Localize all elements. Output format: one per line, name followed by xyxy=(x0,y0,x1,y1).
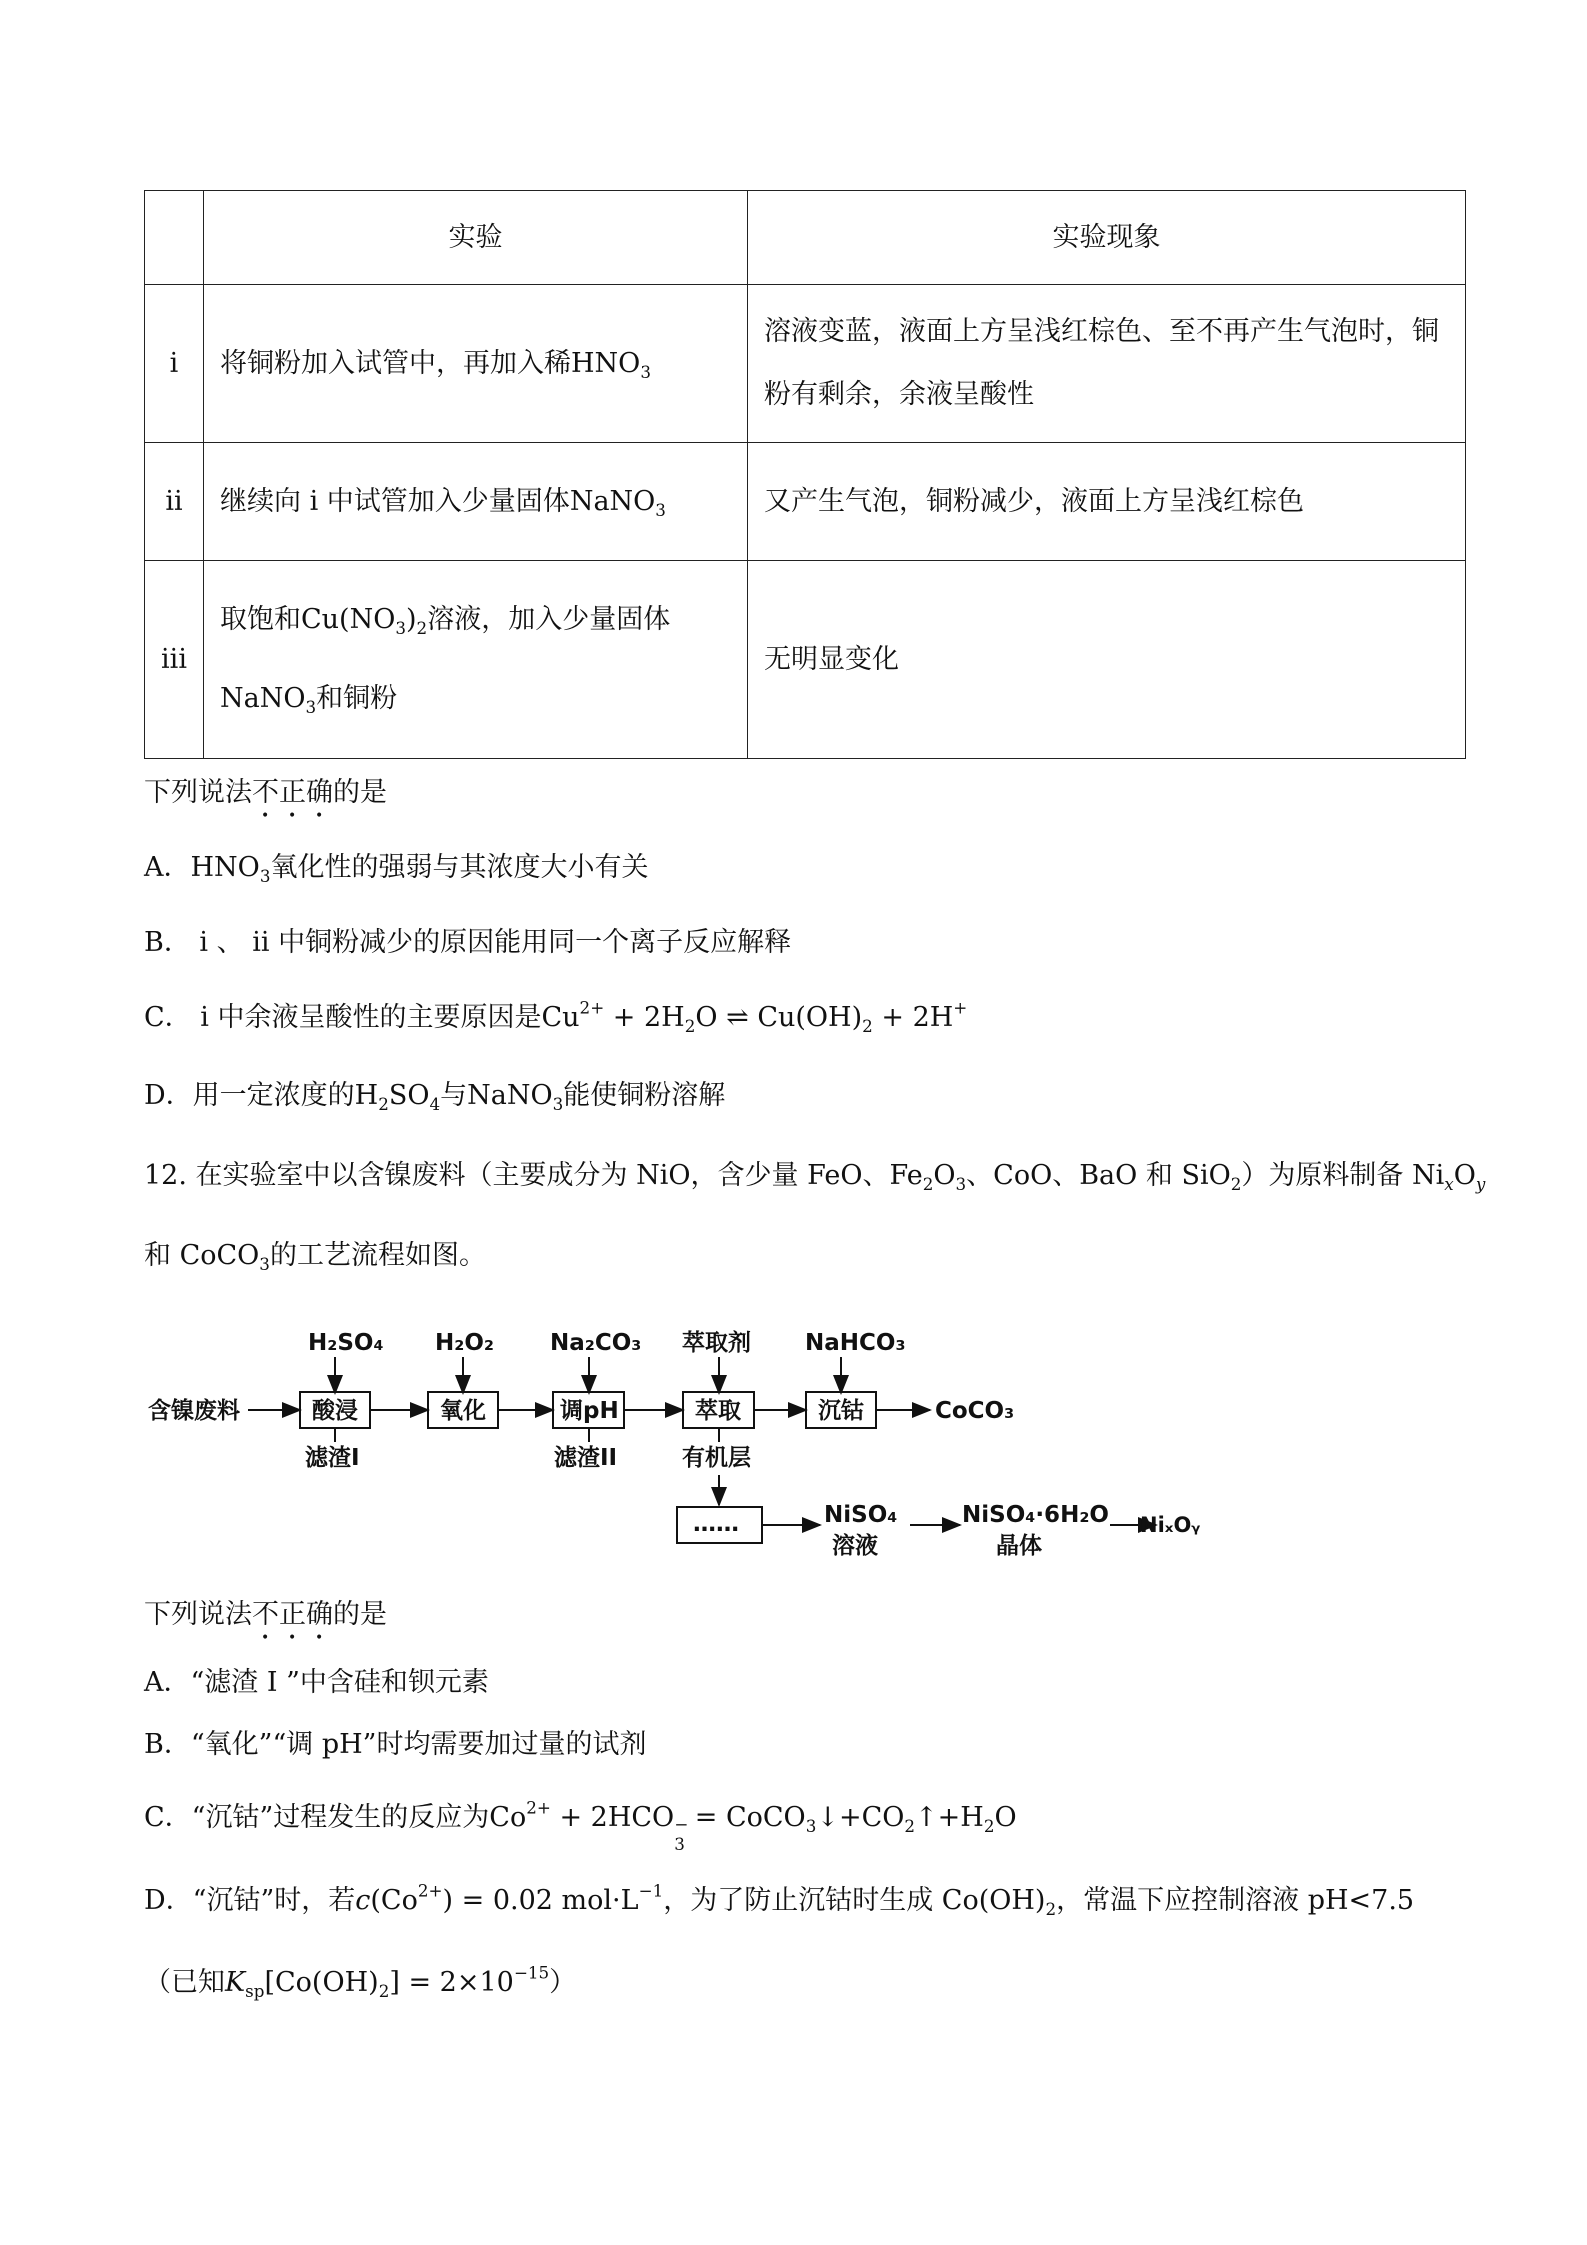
experiment-table xyxy=(144,190,1466,759)
q11-stem: 下列说法不正确的是 xyxy=(144,777,387,808)
crystal-state: 晶体 xyxy=(996,1533,1042,1559)
reagent-label: NaHCO₃ xyxy=(805,1330,906,1356)
step-label: 沉钴 xyxy=(818,1398,864,1424)
header-phenomenon: 实验现象 xyxy=(748,191,1466,285)
q12-stem: 下列说法不正确的是 xyxy=(144,1599,387,1630)
residue-label: 滤渣II xyxy=(554,1445,618,1471)
phenomenon-cell: 又产生气泡，铜粉减少，液面上方呈浅红棕色 xyxy=(748,443,1466,561)
row-number: i xyxy=(145,285,204,443)
table-row xyxy=(145,285,1466,443)
omitted-steps: …… xyxy=(693,1511,739,1537)
step-label: 氧化 xyxy=(440,1398,486,1424)
final-product: NiₓOᵧ xyxy=(1140,1513,1200,1537)
residue-label: 滤渣I xyxy=(305,1445,360,1471)
niso4-state: 溶液 xyxy=(832,1533,878,1559)
reagent-label: H₂SO₄ xyxy=(308,1330,384,1356)
header-experiment: 实验 xyxy=(204,191,748,285)
experiment-cell: 将铜粉加入试管中，再加入稀$HNO_3$ xyxy=(204,285,748,443)
experiment-cell: 取饱和$Cu(NO_3)_2$溶液，加入少量固体 NaNO$_3$和铜粉 xyxy=(204,561,748,759)
table-header-row xyxy=(145,191,1466,285)
table-row xyxy=(145,561,1466,759)
q12-option-b: B．“氧化”“调 pH”时均需要加过量的试剂 xyxy=(144,1729,647,1760)
reagent-label: H₂O₂ xyxy=(435,1330,494,1356)
q12-option-d-note: （已知$K_{sp}[Co(OH)_2] = 2\times 10^{-15}$） xyxy=(144,1962,577,2001)
phenomenon-cell: 溶液变蓝，液面上方呈浅红棕色、至不再产生气泡时，铜 粉有剩余，余液呈酸性 xyxy=(748,285,1466,443)
step-label: 萃取 xyxy=(695,1398,741,1424)
q11-option-c: C． i 中余液呈酸性的主要原因是$Cu^{2+} + 2H_2O$ ⇌ $Cu(OH)_2 + 2H^+$ xyxy=(144,997,968,1036)
q11-option-b: B． i 、 ii 中铜粉减少的原因能用同一个离子反应解释 xyxy=(144,927,792,958)
phenomenon-cell: 无明显变化 xyxy=(748,561,1466,759)
product-label: CoCO₃ xyxy=(935,1398,1015,1424)
q12-intro-line2: 和 CoCO$_3$的工艺流程如图。 xyxy=(144,1240,486,1274)
crystal-label: NiSO₄·6H₂O xyxy=(962,1502,1109,1528)
q12-intro-line1: 12. 在实验室中以含镍废料（主要成分为 NiO，含少量 FeO、$Fe_2O_3$、CoO、BaO 和 SiO$_2$）为原料制备 $Ni_xO_y$ xyxy=(144,1160,1486,1194)
organic-layer-label: 有机层 xyxy=(682,1445,751,1471)
q11-option-a: A．$HNO_3$氧化性的强弱与其浓度大小有关 xyxy=(144,852,649,886)
q12-option-a: A．“滤渣 I ”中含硅和钡元素 xyxy=(144,1667,489,1698)
reagent-label: 萃取剂 xyxy=(682,1330,751,1356)
row-number: ii xyxy=(145,443,204,561)
process-flow-diagram xyxy=(140,1315,1200,1575)
step-label: 调pH xyxy=(560,1398,619,1424)
table-row xyxy=(145,443,1466,561)
row-number: iii xyxy=(145,561,204,759)
q12-option-d: D．“沉钴”时，若$c(Co^{2+}) = 0.02$ $mol\cdot L^{-1}$，为了防止沉钴时生成 $Co(OH)_2$，常温下应控制溶液 pH<7.5 xyxy=(144,1880,1415,1919)
start-material: 含镍废料 xyxy=(148,1398,240,1424)
reagent-label: Na₂CO₃ xyxy=(550,1330,642,1356)
experiment-cell: 继续向 i 中试管加入少量固体NaNO$_3$ xyxy=(204,443,748,561)
step-label: 酸浸 xyxy=(312,1398,358,1424)
niso4-label: NiSO₄ xyxy=(824,1502,898,1528)
q11-option-d: D．用一定浓度的$H_2SO_4$与NaNO$_3$能使铜粉溶解 xyxy=(144,1080,726,1114)
q12-option-c: C．“沉钴”过程发生的反应为$Co^{2+} + 2HCO$ − 3 = $CoCO_3↓+CO_2↑+H_2O$ xyxy=(144,1797,1017,1854)
